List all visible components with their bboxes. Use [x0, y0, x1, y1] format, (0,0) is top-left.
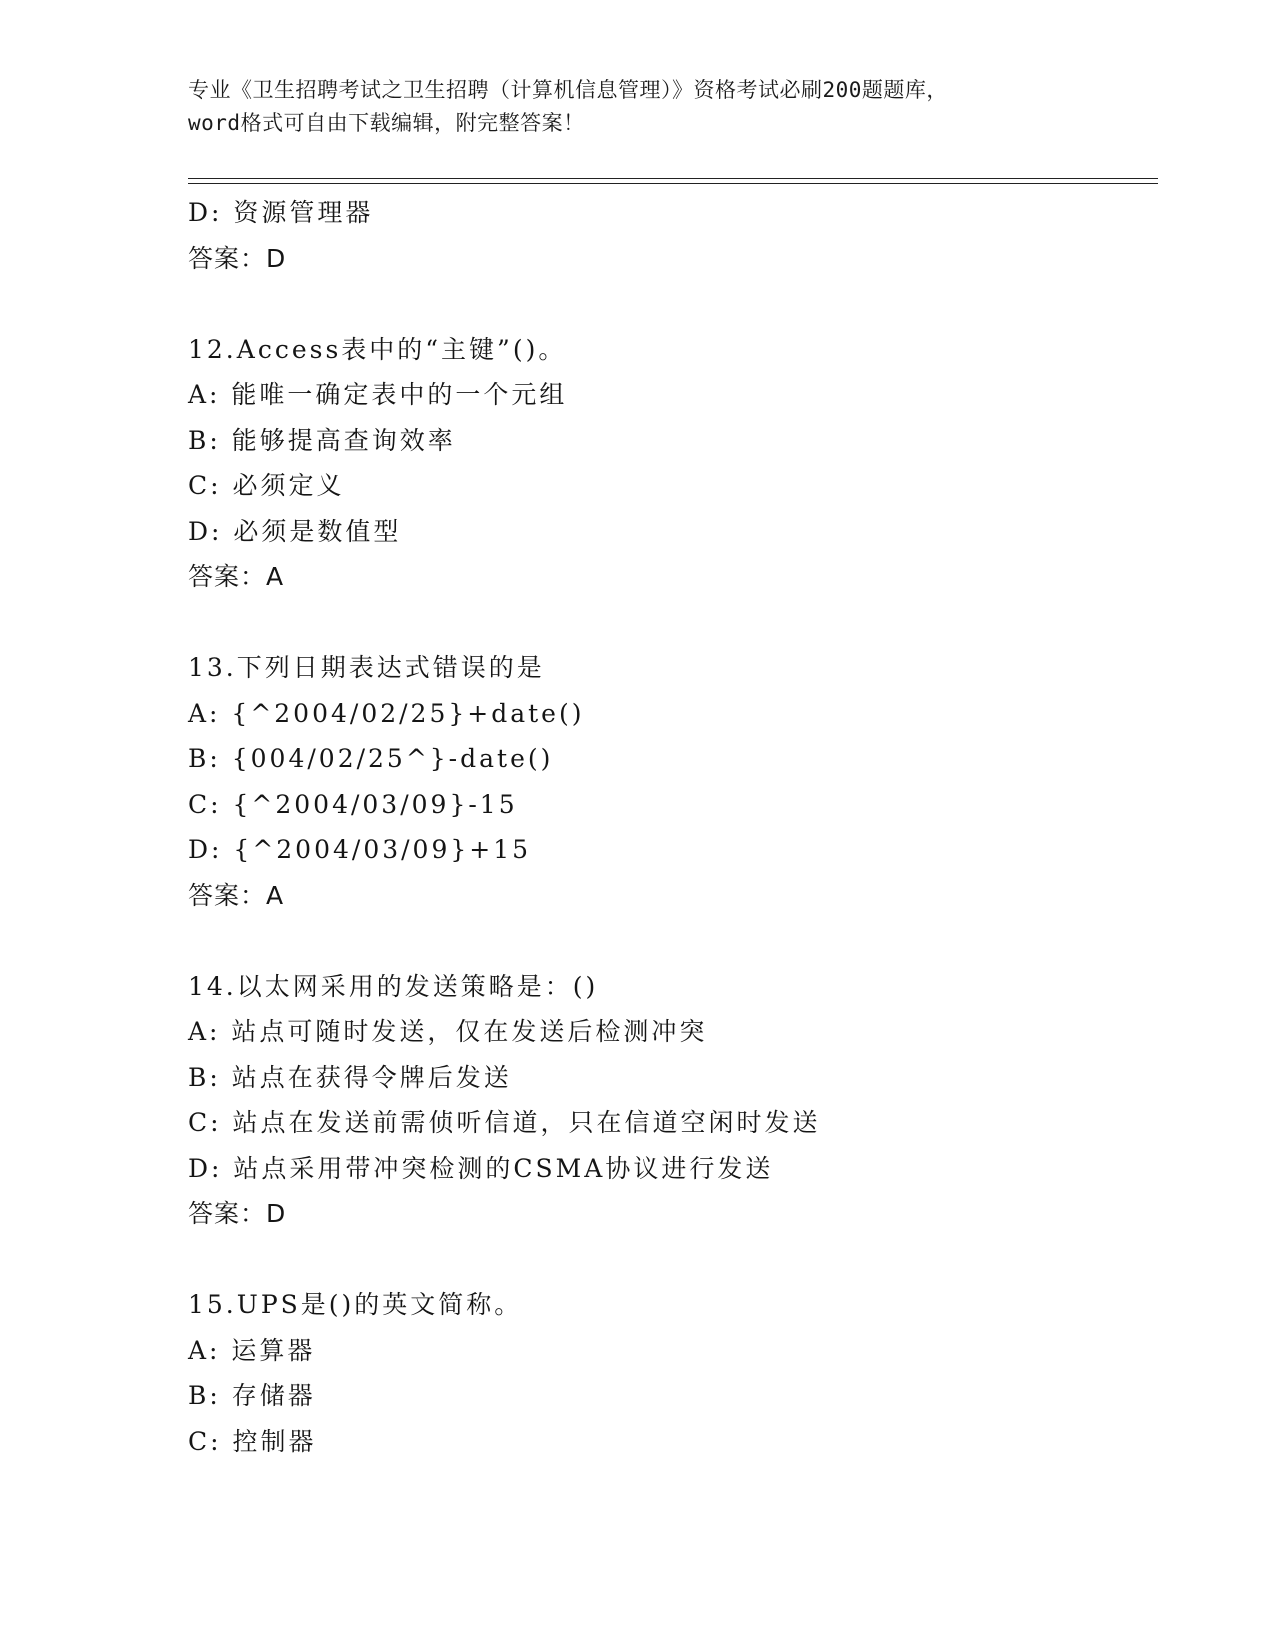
option-d: D: 必须是数值型 [188, 516, 402, 546]
question-14 [188, 964, 1188, 1237]
option-b: B: 能够提高查询效率 [188, 425, 456, 455]
spacer [188, 1237, 1188, 1283]
spacer [188, 600, 1188, 646]
option-b: B: 站点在获得令牌后发送 [188, 1062, 512, 1092]
question-list [188, 190, 1188, 1464]
option-c: C: 站点在发送前需侦听信道，只在信道空闲时发送 [188, 1108, 821, 1137]
option-a: A: {^2004/02/25}+date() [188, 698, 585, 728]
header-title-line-1: 专业《卫生招聘考试之卫生招聘（计算机信息管理）》资格考试必刷200题题库， [188, 78, 948, 102]
answer-line: 答案：A [188, 562, 285, 591]
spacer [188, 918, 1188, 964]
question-stem: 15.UPS是()的英文简称。 [188, 1290, 523, 1319]
option-a: A: 运算器 [188, 1335, 316, 1365]
option-b: B: {004/02/25^}-date() [188, 744, 554, 773]
question-13 [188, 645, 1188, 918]
answer-line: 答案：A [188, 880, 285, 910]
answer-line: 答案：D [188, 243, 287, 273]
header-title-line-2: word格式可自由下载编辑，附完整答案！ [188, 111, 585, 135]
question-12 [188, 327, 1188, 600]
option-c: C: 必须定义 [188, 471, 345, 500]
answer-line: 答案：D [188, 1199, 287, 1228]
document-header [188, 74, 1088, 140]
option-d: D: 站点采用带冲突检测的CSMA协议进行发送 [188, 1153, 774, 1183]
option-a: A: 站点可随时发送，仅在发送后检测冲突 [188, 1017, 708, 1046]
question-stem: 13.下列日期表达式错误的是 [188, 653, 545, 682]
spacer [188, 281, 1188, 327]
question-15 [188, 1282, 1188, 1464]
question-stem: 14.以太网采用的发送策略是：() [188, 971, 599, 1001]
option-c: C: 控制器 [188, 1426, 317, 1456]
option-d: D: {^2004/03/09}+15 [188, 835, 532, 864]
option-c: C: {^2004/03/09}-15 [188, 789, 518, 819]
header-divider-top [188, 178, 1158, 179]
option-b: B: 存储器 [188, 1381, 316, 1410]
header-divider-bottom [188, 183, 1158, 184]
option-a: A: 能唯一确定表中的一个元组 [188, 380, 568, 409]
option-d: D: 资源管理器 [188, 198, 374, 227]
question-stem: 12.Access表中的“主键”()。 [188, 334, 567, 364]
